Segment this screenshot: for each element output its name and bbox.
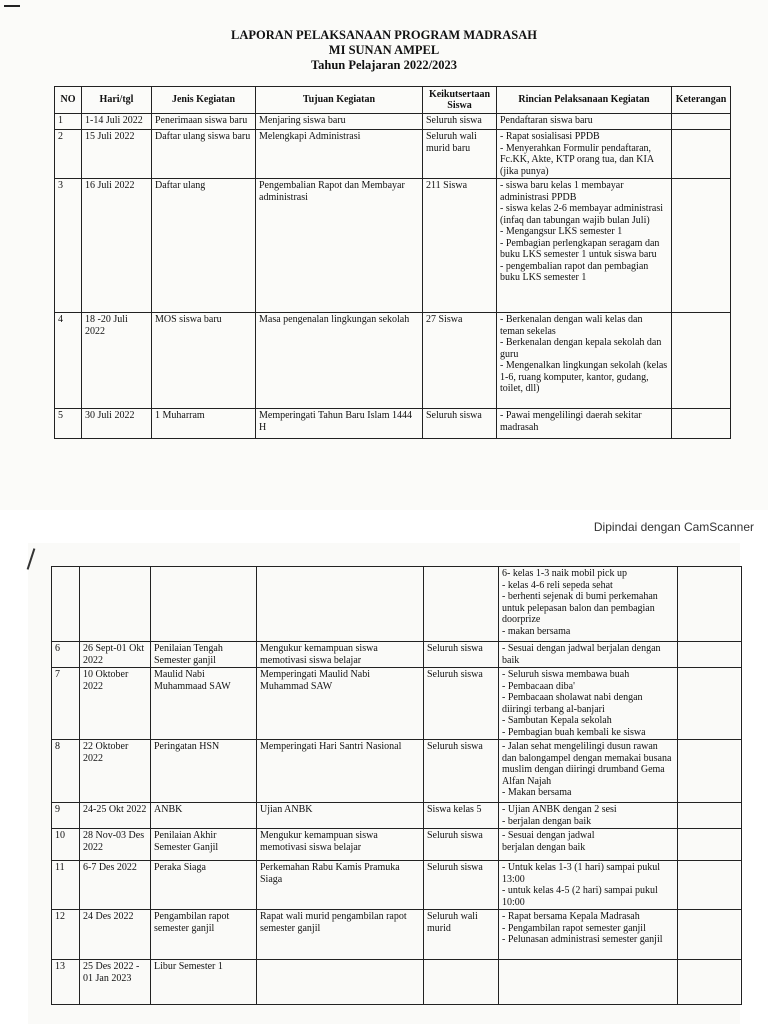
report-table-page-2 xyxy=(51,566,742,1005)
row-participation: Seluruh wali murid baru xyxy=(423,130,497,179)
row-purpose: Mengukur kemampuan siswa memotivasi siswa belajar xyxy=(257,829,424,861)
row-number: 13 xyxy=(52,960,80,1005)
report-title: LAPORAN PELAKSANAAN PROGRAM MADRASAH xyxy=(231,28,537,42)
header-no: NO xyxy=(55,87,82,114)
row-participation: 27 Siswa xyxy=(423,313,497,409)
row-date: 18 -20 Juli 2022 xyxy=(82,313,152,409)
row-participation: Seluruh siswa xyxy=(423,114,497,130)
row-number: 12 xyxy=(52,910,80,960)
row-details xyxy=(499,642,678,668)
row-activity xyxy=(151,567,257,642)
row-number: 7 xyxy=(52,668,80,740)
detail-line: - berjalan dengan baik xyxy=(502,815,592,827)
row-date: 30 Juli 2022 xyxy=(82,409,152,439)
row-purpose: Masa pengenalan lingkungan sekolah xyxy=(256,313,423,409)
detail-line: - Sesuai dengan jadwal berjalan dengan baik xyxy=(502,643,661,666)
row-date: 24-25 Okt 2022 xyxy=(80,803,151,829)
table-row xyxy=(52,861,742,910)
row-note xyxy=(678,668,742,740)
detail-line: - Ujian ANBK dengan 2 sesi xyxy=(502,804,617,815)
row-note xyxy=(678,960,742,1005)
table-row xyxy=(55,179,731,313)
row-note xyxy=(672,130,731,179)
detail-line: - Makan bersama xyxy=(502,787,572,798)
row-details xyxy=(499,740,678,803)
row-details xyxy=(499,960,678,1005)
row-activity: Libur Semester 1 xyxy=(151,960,257,1005)
header-participation: Keikutsertaan Siswa xyxy=(423,87,497,114)
row-note xyxy=(678,861,742,910)
row-purpose: Perkemahan Rabu Kamis Pramuka Siaga xyxy=(257,861,424,910)
detail-line: - Rapat sosialisasi PPDB xyxy=(500,131,600,142)
row-date: 22 Oktober 2022 xyxy=(80,740,151,803)
detail-line: berjalan dengan baik xyxy=(502,841,586,853)
row-activity: Penilaian Akhir Semester Ganjil xyxy=(151,829,257,861)
table-row xyxy=(52,803,742,829)
row-number: 1 xyxy=(55,114,82,130)
row-participation: Seluruh siswa xyxy=(424,829,499,861)
row-number: 10 xyxy=(52,829,80,861)
row-participation: Seluruh siswa xyxy=(424,668,499,740)
row-activity: Pengambilan rapot semester ganjil xyxy=(151,910,257,960)
row-participation: Seluruh siswa xyxy=(424,861,499,910)
table-row xyxy=(55,409,731,439)
row-participation xyxy=(424,960,499,1005)
row-purpose: Ujian ANBK xyxy=(257,803,424,829)
detail-line: - Jalan sehat mengelilingi dusun rawan dan balongampel dengan memakai busana muslim dengan diiringi drumband Gema Alfan Najah xyxy=(502,741,672,787)
detail-line: - Pembagian buah kembali ke siswa xyxy=(502,726,646,738)
detail-line: - Berkenalan dengan kepala sekolah dan guru xyxy=(500,337,662,360)
detail-line: - Seluruh siswa membawa buah xyxy=(502,669,630,680)
row-date: 1-14 Juli 2022 xyxy=(82,114,152,130)
detail-line: - Menyerahkan Formulir pendaftaran, Fc.KK, Akte, KTP orang tua, dan KIA (jika punya) xyxy=(500,142,654,177)
row-date: 10 Oktober 2022 xyxy=(80,668,151,740)
row-activity: Peraka Siaga xyxy=(151,861,257,910)
row-details xyxy=(499,668,678,740)
row-note xyxy=(678,740,742,803)
row-participation: 211 Siswa xyxy=(423,179,497,313)
row-details xyxy=(497,179,672,313)
row-details xyxy=(499,910,678,960)
row-activity: Daftar ulang xyxy=(152,179,256,313)
row-participation: Siswa kelas 5 xyxy=(424,803,499,829)
table-row xyxy=(52,829,742,861)
row-purpose xyxy=(257,960,424,1005)
table-header-row xyxy=(55,87,731,114)
row-number: 3 xyxy=(55,179,82,313)
row-date: 28 Nov-03 Des 2022 xyxy=(80,829,151,861)
detail-line: - Rapat bersama Kepala Madrasah xyxy=(502,911,640,922)
row-details xyxy=(499,567,678,642)
margin-mark xyxy=(4,5,20,7)
row-details xyxy=(499,861,678,910)
detail-line: - Sesuai dengan jadwal xyxy=(502,830,595,841)
table-row xyxy=(55,313,731,409)
header-details: Rincian Pelaksanaan Kegiatan xyxy=(497,87,672,114)
row-activity: Penerimaan siswa baru xyxy=(152,114,256,130)
row-date: 15 Juli 2022 xyxy=(82,130,152,179)
row-details xyxy=(499,803,678,829)
table-row xyxy=(52,567,742,642)
row-activity: ANBK xyxy=(151,803,257,829)
header-activity: Jenis Kegiatan xyxy=(152,87,256,114)
row-note xyxy=(678,567,742,642)
row-number: 11 xyxy=(52,861,80,910)
detail-line: - siswa baru kelas 1 membayar administrasi PPDB xyxy=(500,180,624,203)
detail-line: - makan bersama xyxy=(502,625,571,637)
detail-line: 6- kelas 1-3 naik mobil pick up xyxy=(502,568,627,579)
row-date: 26 Sept-01 Okt 2022 xyxy=(80,642,151,668)
row-number: 2 xyxy=(55,130,82,179)
row-activity: Peringatan HSN xyxy=(151,740,257,803)
table-row xyxy=(52,642,742,668)
row-number: 9 xyxy=(52,803,80,829)
detail-line: - Pembagian perlengkapan seragam dan buku LKS semester 1 untuk siswa baru xyxy=(500,237,660,260)
row-date: 6-7 Des 2022 xyxy=(80,861,151,910)
row-number: 4 xyxy=(55,313,82,409)
detail-line: - Sambutan Kepala sekolah xyxy=(502,715,612,726)
detail-line: - siswa kelas 2-6 membayar administrasi (infaq dan tabungan wajib bulan Juli) xyxy=(500,203,664,226)
row-note xyxy=(678,803,742,829)
row-purpose: Rapat wali murid pengambilan rapot semester ganjil xyxy=(257,910,424,960)
row-date xyxy=(80,567,151,642)
row-purpose: Pengembalian Rapot dan Membayar administrasi xyxy=(256,179,423,313)
row-purpose: Mengukur kemampuan siswa memotivasi siswa belajar xyxy=(257,642,424,668)
detail-line: - Pembacaan sholawat nabi dengan diiringi terbang al-banjari xyxy=(502,692,643,715)
row-purpose: Melengkapi Administrasi xyxy=(256,130,423,179)
detail-line: - kelas 4-6 reli sepeda sehat xyxy=(502,579,613,591)
detail-line: - Berkenalan dengan wali kelas dan teman sekelas xyxy=(500,314,643,337)
row-details xyxy=(497,409,672,439)
row-participation: Seluruh siswa xyxy=(424,642,499,668)
row-details xyxy=(497,313,672,409)
header-note: Keterangan xyxy=(672,87,731,114)
row-purpose: Memperingati Tahun Baru Islam 1444 H xyxy=(256,409,423,439)
row-date: 24 Des 2022 xyxy=(80,910,151,960)
header-date: Hari/tgl xyxy=(82,87,152,114)
row-note xyxy=(678,642,742,668)
row-note xyxy=(678,910,742,960)
row-activity: Maulid Nabi Muhammaad SAW xyxy=(151,668,257,740)
row-number: 6 xyxy=(52,642,80,668)
row-number xyxy=(52,567,80,642)
table-row xyxy=(55,114,731,130)
detail-line: - Pelunasan administrasi semester ganjil xyxy=(502,934,663,945)
detail-line: - Pawai mengelilingi daerah sekitar madrasah xyxy=(500,410,642,433)
row-purpose xyxy=(257,567,424,642)
row-purpose: Memperingati Maulid Nabi Muhammad SAW xyxy=(257,668,424,740)
detail-line: - berhenti sejenak di bumi perkemahan untuk pelepasan balon dan pembagian doorprize xyxy=(502,591,658,625)
table-row xyxy=(52,960,742,1005)
scanner-watermark: Dipindai dengan CamScanner xyxy=(593,520,754,534)
row-purpose: Menjaring siswa baru xyxy=(256,114,423,130)
table-row xyxy=(52,910,742,960)
detail-line: Pendaftaran siswa baru xyxy=(500,115,593,126)
academic-year: Tahun Pelajaran 2022/2023 xyxy=(310,58,458,72)
row-note xyxy=(672,179,731,313)
row-number: 8 xyxy=(52,740,80,803)
header-purpose: Tujuan Kegiatan xyxy=(256,87,423,114)
table-body-page-2 xyxy=(52,567,742,1005)
row-participation: Seluruh siswa xyxy=(423,409,497,439)
row-participation: Seluruh wali murid xyxy=(424,910,499,960)
row-note xyxy=(672,114,731,130)
row-activity: Daftar ulang siswa baru xyxy=(152,130,256,179)
row-activity: MOS siswa baru xyxy=(152,313,256,409)
row-participation xyxy=(424,567,499,642)
table-row xyxy=(52,668,742,740)
detail-line: - Mengangsur LKS semester 1 xyxy=(500,226,623,237)
row-activity: 1 Muharram xyxy=(152,409,256,439)
row-details xyxy=(497,130,672,179)
detail-line: - pengembalian rapot dan pembagian buku LKS semester 1 xyxy=(500,260,649,283)
row-participation: Seluruh siswa xyxy=(424,740,499,803)
table-body-page-1 xyxy=(55,114,731,439)
row-number: 5 xyxy=(55,409,82,439)
detail-line: - Pengambilan rapot semester ganjil xyxy=(502,922,646,934)
scan-page-1 xyxy=(0,0,768,510)
row-note xyxy=(678,829,742,861)
table-row xyxy=(52,740,742,803)
detail-line: - untuk kelas 4-5 (2 hari) sampai pukul 10:00 xyxy=(502,885,658,908)
row-date: 25 Des 2022 - 01 Jan 2023 xyxy=(80,960,151,1005)
row-purpose: Memperingati Hari Santri Nasional xyxy=(257,740,424,803)
row-date: 16 Juli 2022 xyxy=(82,179,152,313)
table-row xyxy=(55,130,731,179)
row-activity: Penilaian Tengah Semester ganjil xyxy=(151,642,257,668)
detail-line: - Untuk kelas 1-3 (1 hari) sampai pukul 13:00 xyxy=(502,862,661,885)
detail-line: - Pembacaan diba' xyxy=(502,680,575,692)
row-note xyxy=(672,409,731,439)
row-details xyxy=(499,829,678,861)
school-name: MI SUNAN AMPEL xyxy=(328,43,440,57)
report-table-page-1 xyxy=(54,86,731,439)
row-details xyxy=(497,114,672,130)
detail-line: - Mengenalkan lingkungan sekolah (kelas 1-6, ruang komputer, kantor, gudang, toilet, dll) xyxy=(500,360,668,394)
row-note xyxy=(672,313,731,409)
